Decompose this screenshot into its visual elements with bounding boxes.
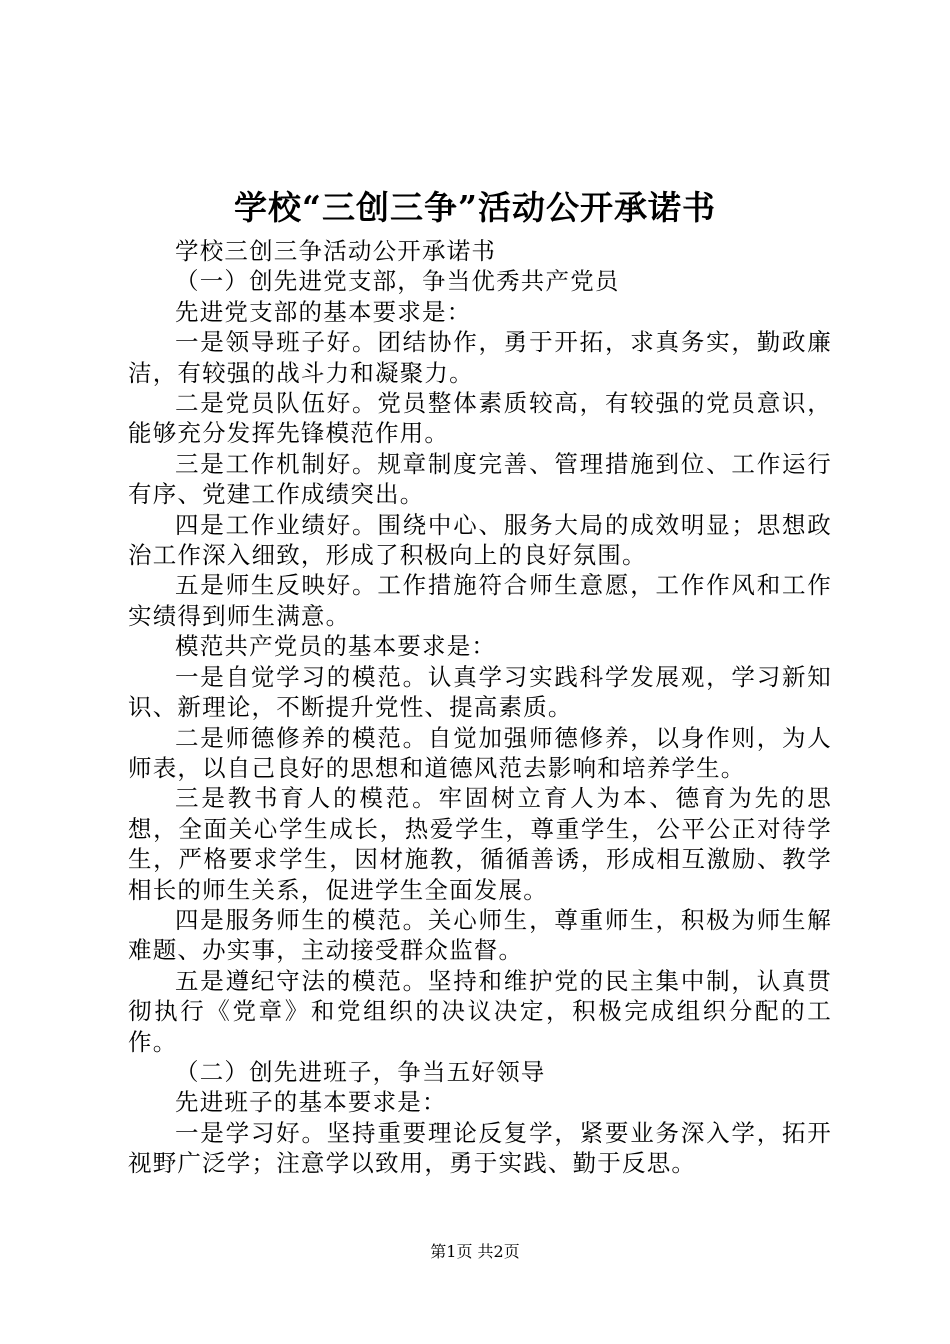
paragraph: 一是领导班子好。团结协作，勇于开拓，求真务实，勤政廉洁，有较强的战斗力和凝聚力。 <box>128 328 832 387</box>
paragraph: 模范共产党员的基本要求是： <box>175 632 497 661</box>
paragraph: 一是自觉学习的模范。认真学习实践科学发展观，学习新知识、新理论，不断提升党性、提高素质。 <box>128 662 832 722</box>
document-body <box>128 236 832 1179</box>
paragraph: 二是师德修养的模范。自觉加强师德修养，以身作则，为人师表，以自己良好的思想和道德风范去影响和培养学生。 <box>128 723 832 782</box>
paragraph: 二是党员队伍好。党员整体素质较高，有较强的党员意识，能够充分发挥先锋模范作用。 <box>128 389 832 448</box>
paragraph: 五是遵纪守法的模范。坚持和维护党的民主集中制，认真贯彻执行《党章》和党组织的决议决定，积极完成组织分配的工作。 <box>128 966 832 1056</box>
paragraph: 三是工作机制好。规章制度完善、管理措施到位、工作运行有序、党建工作成绩突出。 <box>128 449 832 509</box>
paragraph: 四是服务师生的模范。关心师生，尊重师生，积极为师生解难题、办实事，主动接受群众监督。 <box>128 905 832 965</box>
document-title: 学校“三创三争”活动公开承诺书 <box>234 188 716 227</box>
paragraph: 三是教书育人的模范。牢固树立育人为本、德育为先的思想，全面关心学生成长，热爱学生，尊重学生，公平公正对待学生，严格要求学生，因材施教，循循善诱，形成相互激励、教学相长的师生关系，促进学生全面发展。 <box>128 784 832 904</box>
paragraph: 一是学习好。坚持重要理论反复学，紧要业务深入学，拓开视野广泛学；注意学以致用，勇于实践、勤于反思。 <box>128 1118 832 1178</box>
paragraph: （一）创先进党支部，争当优秀共产党员 <box>175 267 620 296</box>
paragraph: 先进党支部的基本要求是： <box>175 297 472 326</box>
paragraph: 四是工作业绩好。围绕中心、服务大局的成效明显；思想政治工作深入细致，形成了积极向上的良好氛围。 <box>128 510 832 570</box>
paragraph: 先进班子的基本要求是： <box>175 1088 447 1117</box>
page-footer: 第1页 共2页 <box>430 1242 520 1261</box>
paragraph: 五是师生反映好。工作措施符合师生意愿，工作作风和工作实绩得到师生满意。 <box>128 571 832 630</box>
paragraph: （二）创先进班子，争当五好领导 <box>175 1057 546 1086</box>
paragraph: 学校三创三争活动公开承诺书 <box>175 237 497 265</box>
